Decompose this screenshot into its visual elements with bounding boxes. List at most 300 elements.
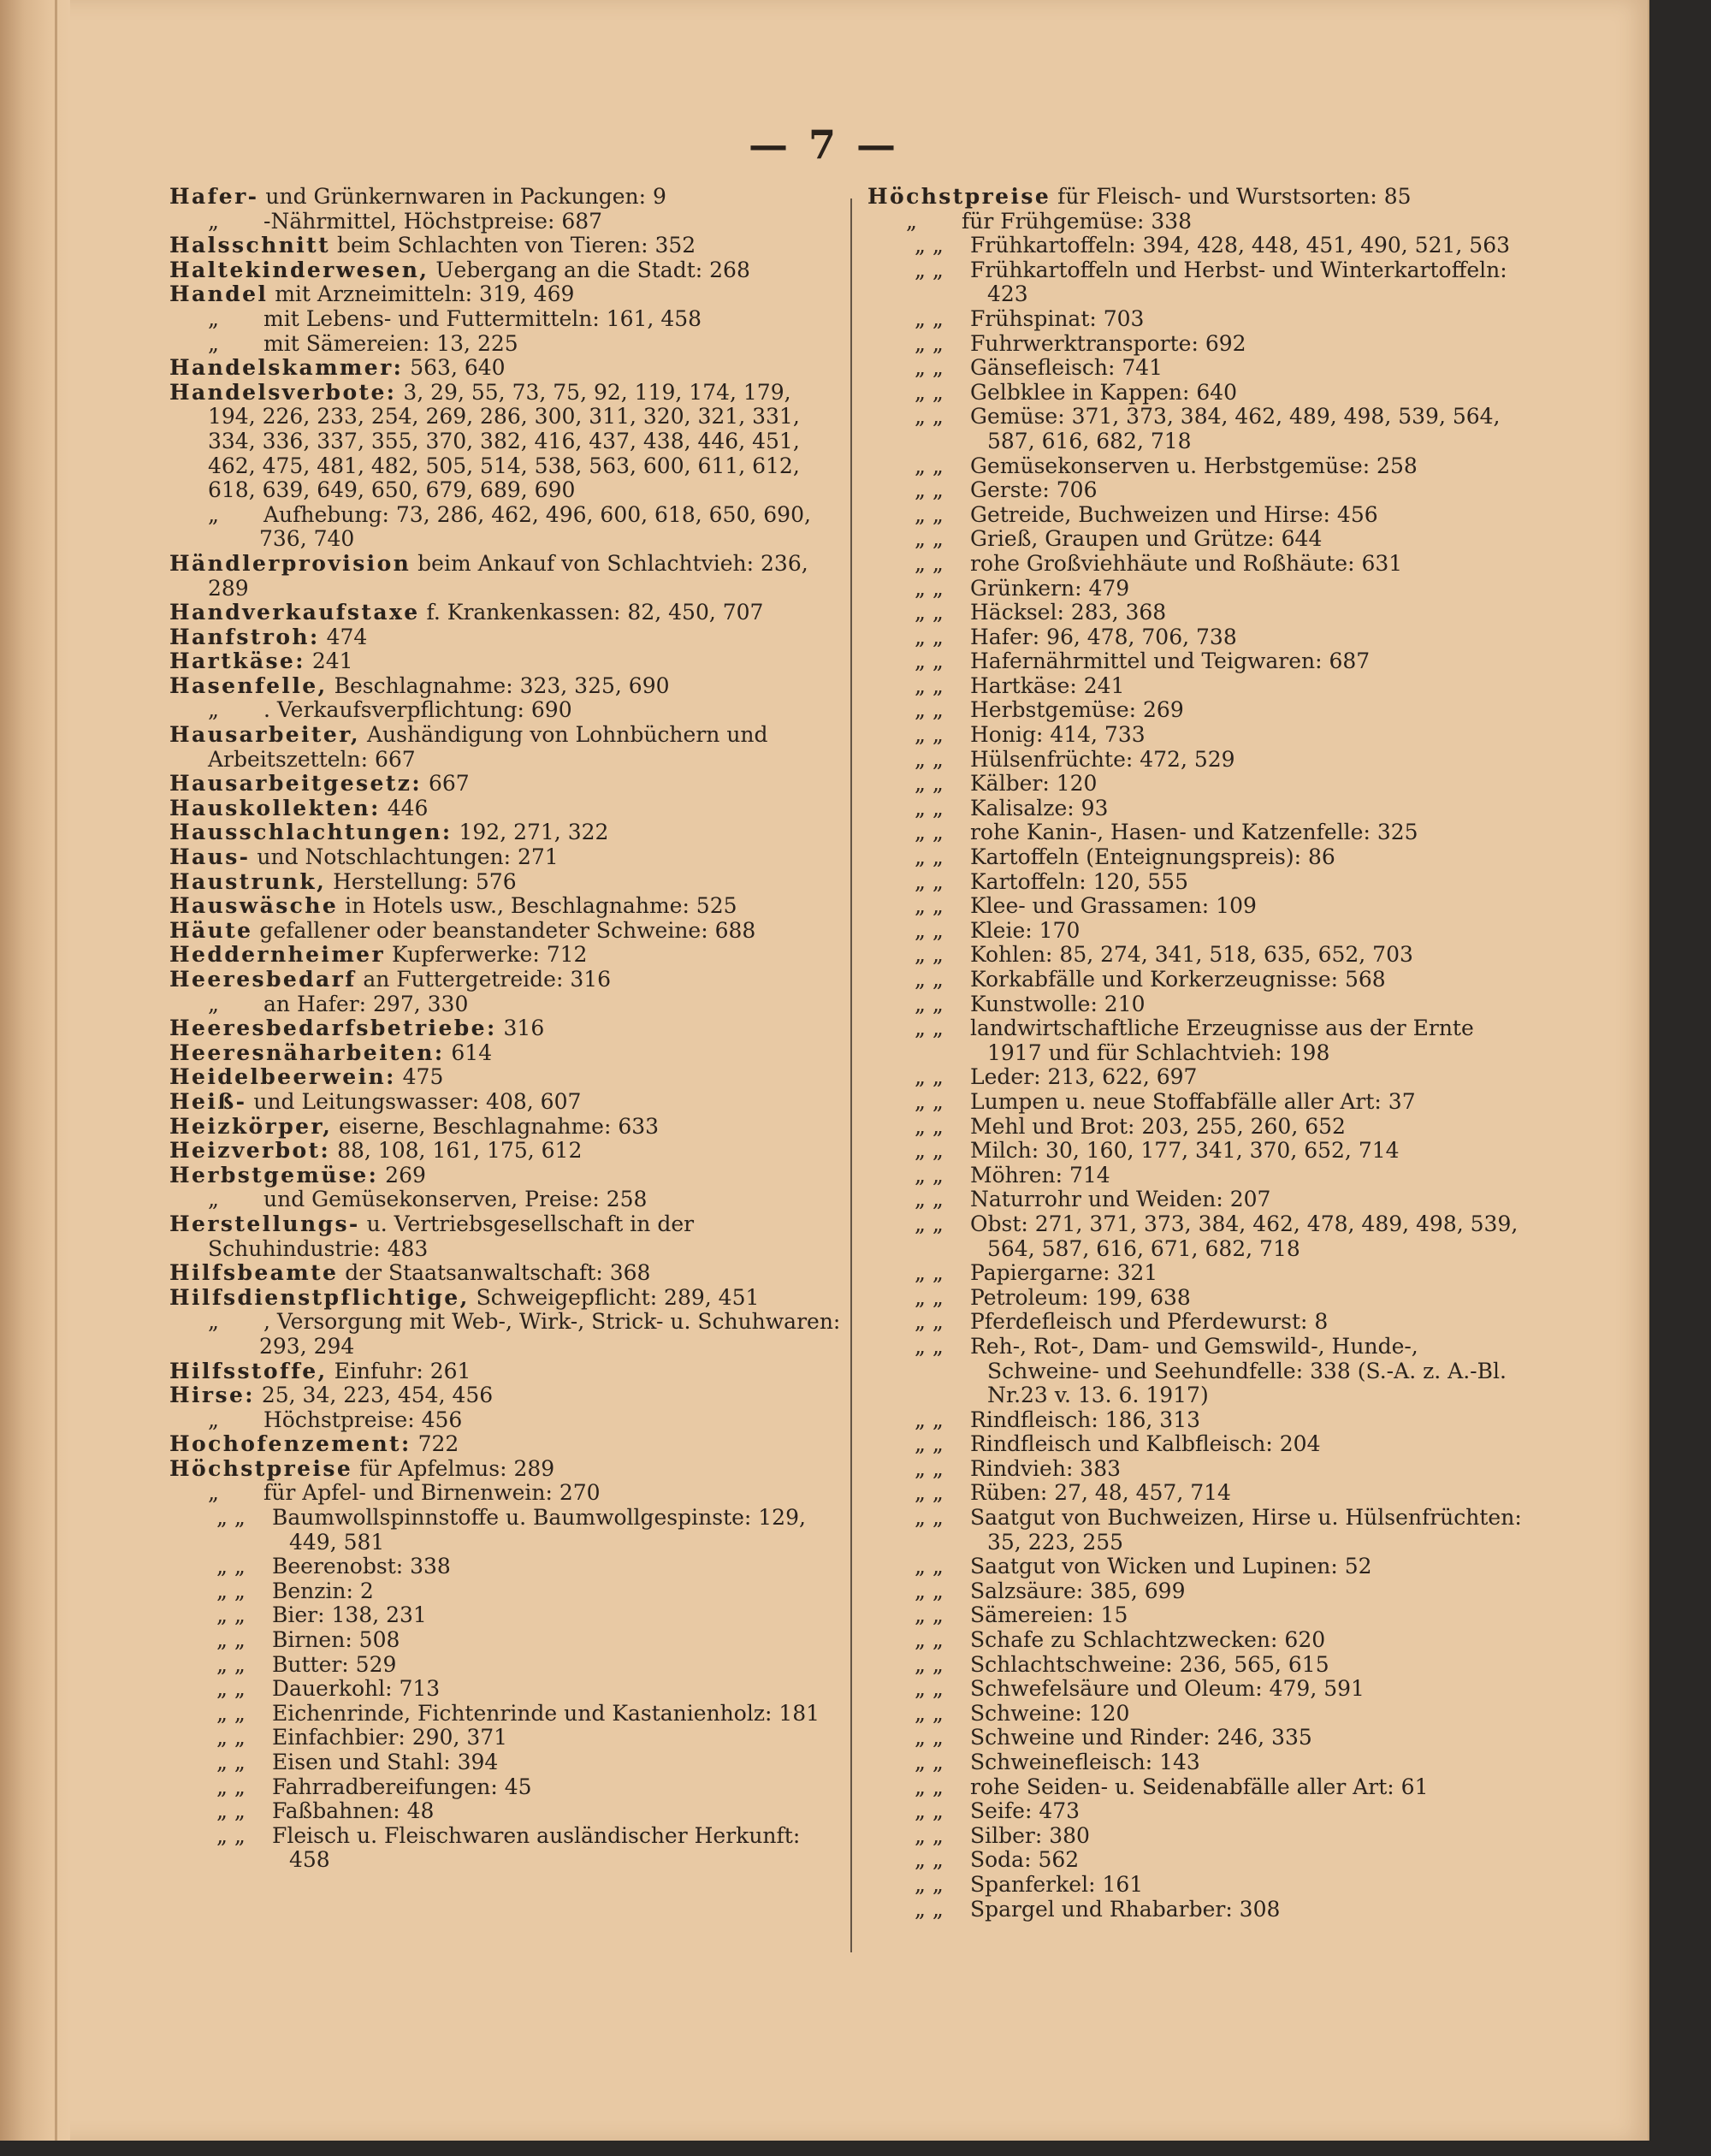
ditto-mark: „ „ [216, 1505, 246, 1531]
ditto-mark: „ „ [915, 1309, 944, 1335]
entry-references: Herstellung: 576 [326, 868, 517, 894]
entry-references: Salzsäure: 385, 699 [970, 1578, 1186, 1603]
entry-keyword: Herbstgemüse: [169, 1162, 379, 1188]
ditto-mark: „ „ [915, 1480, 944, 1506]
entry-keyword: Hilfsdienstpflichtige, [169, 1284, 470, 1310]
entry-references: Kälber: 120 [970, 771, 1098, 797]
entry-references: Hartkäse: 241 [970, 672, 1125, 698]
index-entry [867, 1457, 1535, 1482]
ditto-mark: „ „ [915, 1847, 944, 1873]
ditto-mark: „ „ [915, 1505, 944, 1531]
ditto-mark: „ [208, 1187, 219, 1212]
ditto-mark: „ „ [216, 1822, 246, 1848]
index-entry [867, 1824, 1535, 1849]
entry-references: 269 [378, 1162, 426, 1188]
entry-references: Kartoffeln (Enteignungspreis): 86 [970, 844, 1335, 870]
ditto-mark: „ „ [915, 1211, 944, 1236]
index-entry [867, 1775, 1535, 1800]
ditto-mark: „ [208, 305, 219, 331]
entry-references: Gemüse: 371, 373, 384, 462, 489, 498, 539, 564, 587, 616, 682, 718 [970, 404, 1501, 453]
ditto-mark: „ „ [915, 1187, 944, 1212]
entry-references: Fuhrwerktransporte: 692 [970, 330, 1246, 356]
entry-references: Rindfleisch und Kalbfleisch: 204 [970, 1431, 1321, 1457]
index-entry [867, 1432, 1535, 1457]
entry-references: Frühkartoffeln und Herbst- und Winterkartoffeln: 423 [970, 257, 1507, 307]
index-entry [169, 381, 845, 503]
entry-references: und Grünkernwaren in Packungen: 9 [258, 184, 666, 209]
ditto-mark: „ „ [915, 1138, 944, 1164]
ditto-mark: „ „ [915, 967, 944, 992]
index-entry [169, 845, 845, 870]
index-entry [169, 1481, 845, 1506]
index-entry [169, 797, 845, 821]
ditto-mark: „ „ [915, 305, 944, 331]
index-entry [169, 723, 845, 772]
entry-references: 316 [496, 1016, 545, 1041]
index-entry [169, 210, 845, 234]
ditto-mark: „ „ [216, 1627, 246, 1653]
entry-references: Schafe zu Schlachtzwecken: 620 [970, 1627, 1326, 1653]
entry-references: Gemüsekonserven u. Herbstgemüse: 258 [970, 453, 1418, 478]
ditto-mark: „ „ [915, 1700, 944, 1726]
entry-references: 192, 271, 322 [452, 820, 609, 845]
ditto-mark: „ „ [216, 1798, 246, 1824]
ditto-mark: „ „ [915, 1554, 944, 1579]
entry-references: Milch: 30, 160, 177, 341, 370, 652, 714 [970, 1138, 1400, 1164]
ditto-mark: „ „ [216, 1725, 246, 1750]
entry-references: Beschlagnahme: 323, 325, 690 [327, 672, 670, 698]
index-entry [867, 1726, 1535, 1750]
ditto-mark: „ „ [915, 600, 944, 625]
entry-references: Rüben: 27, 48, 457, 714 [970, 1480, 1231, 1506]
entry-references: an Hafer: 297, 330 [263, 991, 469, 1016]
ditto-mark: „ „ [915, 942, 944, 968]
index-entry [169, 1750, 845, 1775]
entry-references: Honig: 414, 733 [970, 722, 1146, 748]
entry-keyword: Heizkörper, [169, 1113, 333, 1139]
entry-references: gefallener oder beanstandeter Schweine: 688 [252, 917, 756, 943]
entry-references: Pferdefleisch und Pferdewurst: 8 [970, 1309, 1329, 1335]
book-spine [0, 0, 70, 2141]
ditto-mark: „ „ [915, 1822, 944, 1848]
entry-keyword: Heiß- [169, 1088, 247, 1114]
ditto-mark: „ „ [915, 1774, 944, 1799]
ditto-mark: „ „ [915, 771, 944, 797]
index-entry [169, 1408, 845, 1433]
entry-keyword: Heidelbeerwein: [169, 1064, 396, 1090]
entry-references: Herbstgemüse: 269 [970, 697, 1184, 723]
index-entry [867, 1164, 1535, 1188]
index-entry [169, 943, 845, 968]
entry-references: Dauerkohl: 713 [272, 1676, 441, 1702]
ditto-mark: „ „ [915, 477, 944, 503]
index-entry [867, 1506, 1535, 1555]
entry-references: Aufhebung: 73, 286, 462, 496, 600, 618, 650, 690, 736, 740 [259, 501, 811, 552]
index-entry [169, 1824, 845, 1873]
entry-references: Gerste: 706 [970, 477, 1098, 503]
index-entry [867, 870, 1535, 895]
entry-references: Kleie: 170 [970, 917, 1080, 943]
entry-references: 474 [319, 624, 368, 649]
entry-keyword: Hafer- [169, 184, 259, 209]
ditto-mark: „ „ [915, 795, 944, 820]
entry-references: rohe Großviehhäute und Roßhäute: 631 [970, 550, 1403, 576]
page-number: — 7 — [748, 121, 900, 168]
index-entry [169, 234, 845, 258]
entry-references: Schweigepflicht: 289, 451 [469, 1284, 760, 1310]
ditto-mark: „ „ [915, 575, 944, 601]
index-entry [867, 552, 1535, 577]
ditto-mark: „ „ [915, 1431, 944, 1457]
index-entry [169, 1139, 845, 1164]
ditto-mark: „ „ [915, 893, 944, 919]
ditto-mark: „ „ [216, 1676, 246, 1702]
index-entry [169, 1555, 845, 1579]
index-entry [169, 1090, 845, 1115]
entry-references: Rindfleisch: 186, 313 [970, 1407, 1201, 1432]
index-entry [867, 625, 1535, 650]
ditto-mark: „ „ [216, 1750, 246, 1774]
entry-references: mit Sämereien: 13, 225 [263, 330, 518, 356]
index-entry [169, 1065, 845, 1090]
entry-references: Leder: 213, 622, 697 [970, 1064, 1198, 1090]
index-entry [169, 1016, 845, 1041]
entry-references: Beerenobst: 338 [272, 1554, 451, 1579]
index-entry [867, 797, 1535, 821]
ditto-mark: „ „ [915, 844, 944, 870]
entry-references: und Gemüsekonserven, Preise: 258 [263, 1187, 648, 1212]
index-entry [867, 1335, 1535, 1408]
index-entry [867, 478, 1535, 503]
index-entry [169, 1506, 845, 1555]
index-entry [867, 234, 1535, 258]
index-column-left [169, 185, 845, 1873]
entry-references: 446 [380, 795, 429, 820]
index-entry [867, 1750, 1535, 1775]
ditto-mark: „ „ [915, 746, 944, 772]
index-entry [867, 1579, 1535, 1604]
ditto-mark: „ „ [915, 233, 944, 258]
index-entry [867, 1555, 1535, 1579]
index-entry [169, 1286, 845, 1311]
entry-references: beim Schlachten von Tieren: 352 [330, 233, 696, 258]
entry-references: rohe Kanin-, Hasen- und Katzenfelle: 325 [970, 820, 1418, 845]
entry-keyword: Haltekinderwesen, [169, 257, 429, 282]
ditto-mark: „ „ [915, 453, 944, 478]
index-entry [169, 772, 845, 797]
ditto-mark: „ [208, 1309, 219, 1335]
entry-keyword: Hasenfelle, [169, 672, 328, 698]
entry-references: 88, 108, 161, 175, 612 [330, 1138, 583, 1164]
entry-references: f. Krankenkassen: 82, 450, 707 [419, 600, 764, 625]
entry-references: landwirtschaftliche Erzeugnisse aus der Ernte 1917 und für Schlachtvieh: 198 [970, 1016, 1474, 1065]
ditto-mark: „ „ [915, 257, 944, 282]
index-entry [867, 1286, 1535, 1311]
index-entry [169, 1164, 845, 1188]
entry-references: Spanferkel: 161 [970, 1871, 1144, 1897]
ditto-mark: „ „ [216, 1774, 246, 1799]
entry-references: Seife: 473 [970, 1798, 1080, 1824]
entry-references: Fleisch u. Fleischwaren ausländischer Herkunft: 458 [272, 1822, 801, 1873]
index-entry [169, 185, 845, 210]
index-entry [169, 820, 845, 845]
entry-references: -Nährmittel, Höchstpreise: 687 [263, 208, 603, 234]
entry-references: Faßbahnen: 48 [272, 1798, 435, 1824]
index-entry [867, 698, 1535, 723]
index-entry [867, 1653, 1535, 1678]
index-entry [867, 1873, 1535, 1898]
ditto-mark: „ „ [915, 1113, 944, 1139]
entry-keyword: Hirse: [169, 1383, 255, 1408]
index-entry [867, 577, 1535, 601]
index-entry [867, 894, 1535, 919]
entry-references: in Hotels usw., Beschlagnahme: 525 [338, 893, 737, 919]
entry-keyword: Hanfstroh: [169, 624, 320, 649]
index-entry [867, 1408, 1535, 1433]
entry-keyword: Hauswäsche [169, 893, 339, 919]
entry-keyword: Haus- [169, 844, 251, 870]
entry-references: Kohlen: 85, 274, 341, 518, 635, 652, 703 [970, 942, 1413, 968]
entry-references: Möhren: 714 [970, 1162, 1110, 1188]
entry-references: 667 [422, 771, 470, 797]
index-entry [169, 332, 845, 357]
ditto-mark: „ „ [915, 1333, 944, 1359]
ditto-mark: „ „ [915, 1750, 944, 1774]
entry-references: rohe Seiden- u. Seidenabfälle aller Art: 61 [970, 1774, 1429, 1799]
entry-references: Bier: 138, 231 [272, 1602, 427, 1628]
index-entry [169, 1212, 845, 1261]
entry-references: für Fleisch- und Wurstsorten: 85 [1051, 184, 1412, 209]
index-entry [169, 503, 845, 552]
ditto-mark: „ „ [915, 1016, 944, 1041]
index-entry [867, 1310, 1535, 1335]
entry-references: u. Vertriebsgesellschaft in der Schuhindustrie: 483 [208, 1211, 695, 1261]
ditto-mark: „ „ [915, 1162, 944, 1188]
ditto-mark: „ „ [915, 868, 944, 894]
entry-keyword: Hausarbeiter, [169, 722, 361, 748]
spine-fold [55, 0, 57, 2141]
entry-references: , Versorgung mit Web-, Wirk-, Strick- u. Schuhwaren: 293, 294 [259, 1309, 841, 1359]
entry-references: 241 [305, 649, 353, 674]
index-entry [867, 185, 1535, 210]
index-entry [867, 1188, 1535, 1212]
entry-keyword: Handel [169, 281, 269, 307]
entry-references: Korkabfälle und Korkerzeugnisse: 568 [970, 967, 1386, 992]
ditto-mark: „ „ [915, 820, 944, 845]
index-entry [169, 698, 845, 723]
entry-keyword: Hausarbeitgesetz: [169, 771, 423, 797]
index-entry [169, 1383, 845, 1408]
index-entry [169, 1579, 845, 1604]
ditto-mark: „ „ [216, 1578, 246, 1603]
index-entry [867, 1090, 1535, 1115]
entry-references: für Apfel- und Birnenwein: 270 [263, 1480, 601, 1506]
index-entry [867, 674, 1535, 699]
entry-references: Naturrohr und Weiden: 207 [970, 1187, 1271, 1212]
index-entry [867, 356, 1535, 381]
index-entry [169, 552, 845, 601]
index-entry [169, 894, 845, 919]
entry-references: 722 [411, 1431, 459, 1457]
index-entry [867, 527, 1535, 552]
ditto-mark: „ [208, 1407, 219, 1432]
index-entry [867, 1212, 1535, 1261]
entry-references: Fahrradbereifungen: 45 [272, 1774, 532, 1799]
ditto-mark: „ „ [915, 526, 944, 552]
entry-keyword: Höchstpreise [169, 1455, 353, 1481]
index-entry [169, 1653, 845, 1678]
entry-references: an Futtergetreide: 316 [356, 967, 612, 992]
entry-references: Aushändigung von Lohnbüchern und Arbeitszetteln: 667 [208, 722, 768, 772]
index-entry [867, 845, 1535, 870]
entry-references: Schweine: 120 [970, 1700, 1130, 1726]
index-entry [169, 625, 845, 650]
index-entry [867, 1603, 1535, 1628]
entry-references: Grieß, Graupen und Grütze: 644 [970, 526, 1323, 552]
index-entry [867, 748, 1535, 773]
entry-references: 25, 34, 223, 454, 456 [254, 1383, 494, 1408]
index-entry [169, 870, 845, 895]
index-entry [867, 381, 1535, 406]
entry-references: Birnen: 508 [272, 1627, 400, 1653]
ditto-mark: „ „ [915, 1651, 944, 1677]
entry-references: Schlachtschweine: 236, 565, 615 [970, 1651, 1329, 1677]
index-entry [867, 307, 1535, 332]
ditto-mark: „ „ [915, 404, 944, 429]
entry-references: und Leitungswasser: 408, 607 [246, 1088, 582, 1114]
index-entry [169, 649, 845, 674]
ditto-mark: „ „ [915, 624, 944, 649]
index-entry [867, 1139, 1535, 1164]
index-entry [867, 503, 1535, 528]
entry-keyword: Hausschlachtungen: [169, 820, 453, 845]
index-entry [169, 968, 845, 992]
index-entry [867, 649, 1535, 674]
index-entry [169, 1359, 845, 1384]
entry-references: Klee- und Grassamen: 109 [970, 893, 1257, 919]
index-entry [169, 1310, 845, 1359]
entry-references: Frühspinat: 703 [970, 305, 1145, 331]
entry-references: Höchstpreise: 456 [263, 1407, 463, 1432]
ditto-mark: „ „ [915, 1871, 944, 1897]
index-entry [867, 1065, 1535, 1090]
ditto-mark: „ [208, 1480, 219, 1506]
ditto-mark: „ [208, 208, 219, 234]
index-entry [867, 258, 1535, 307]
entry-keyword: Heeresnäharbeiten: [169, 1040, 445, 1065]
entry-keyword: Häute [169, 917, 253, 943]
index-entry [867, 1481, 1535, 1506]
index-entry [867, 968, 1535, 992]
ditto-mark: „ „ [915, 1088, 944, 1114]
entry-references: Eichenrinde, Fichtenrinde und Kastanienholz: 181 [272, 1700, 820, 1726]
index-entry [169, 258, 845, 283]
index-entry [169, 307, 845, 332]
ditto-mark: „ „ [216, 1602, 246, 1628]
index-entry [867, 1799, 1535, 1824]
index-entry [169, 674, 845, 699]
entry-keyword: Handverkaufstaxe [169, 600, 420, 625]
ditto-mark: „ „ [915, 1284, 944, 1310]
entry-keyword: Heizverbot: [169, 1138, 331, 1164]
entry-keyword: Hartkäse: [169, 649, 305, 674]
index-entry [169, 1726, 845, 1750]
index-entry [867, 332, 1535, 357]
entry-keyword: Herstellungs- [169, 1211, 360, 1236]
ditto-mark: „ „ [915, 1064, 944, 1090]
index-entry [169, 1432, 845, 1457]
ditto-mark: „ „ [915, 672, 944, 698]
entry-keyword: Hochofenzement: [169, 1431, 411, 1457]
index-column-right [867, 185, 1535, 1922]
entry-references: Kunstwolle: 210 [970, 991, 1146, 1016]
index-entry [867, 1016, 1535, 1065]
entry-references: Kupferwerke: 712 [385, 942, 588, 968]
entry-references: Einfuhr: 261 [327, 1358, 471, 1383]
index-entry [169, 1261, 845, 1286]
entry-references: Schweinefleisch: 143 [970, 1750, 1200, 1774]
entry-references: Kartoffeln: 120, 555 [970, 868, 1188, 894]
entry-keyword: Heddernheimer [169, 942, 386, 968]
entry-references: 563, 640 [403, 355, 506, 381]
index-entry [867, 601, 1535, 625]
index-entry [169, 1799, 845, 1824]
index-entry [867, 405, 1535, 453]
entry-keyword: Halsschnitt [169, 233, 331, 258]
ditto-mark: „ „ [915, 991, 944, 1016]
index-entry [867, 1848, 1535, 1873]
entry-references: Eisen und Stahl: 394 [272, 1750, 499, 1774]
entry-references: Rindvieh: 383 [970, 1455, 1122, 1481]
entry-references: Hülsenfrüchte: 472, 529 [970, 746, 1235, 772]
entry-references: Saatgut von Wicken und Lupinen: 52 [970, 1554, 1372, 1579]
index-entry [169, 1603, 845, 1628]
ditto-mark: „ „ [915, 1896, 944, 1922]
entry-references: Gelbklee in Kappen: 640 [970, 379, 1238, 405]
entry-references: Sämereien: 15 [970, 1602, 1128, 1628]
index-entry [867, 772, 1535, 797]
entry-references: Benzin: 2 [272, 1578, 374, 1603]
index-entry [169, 601, 845, 625]
entry-references: Uebergang an die Stadt: 268 [429, 257, 750, 282]
entry-references: Schweine und Rinder: 246, 335 [970, 1725, 1312, 1750]
ditto-mark: „ „ [216, 1554, 246, 1579]
entry-references: Butter: 529 [272, 1651, 397, 1677]
index-entry [169, 1457, 845, 1482]
ditto-mark: „ „ [915, 1627, 944, 1653]
ditto-mark: „ „ [915, 1260, 944, 1286]
entry-references: Hafer: 96, 478, 706, 738 [970, 624, 1237, 649]
ditto-mark: „ „ [915, 649, 944, 674]
entry-references: Mehl und Brot: 203, 255, 260, 652 [970, 1113, 1346, 1139]
ditto-mark: „ „ [915, 330, 944, 356]
index-entry [867, 1898, 1535, 1922]
ditto-mark: „ [906, 208, 917, 234]
entry-keyword: Hauskollekten: [169, 795, 381, 820]
index-entry [867, 1677, 1535, 1702]
ditto-mark: „ „ [915, 1676, 944, 1702]
entry-references: 475 [395, 1064, 444, 1090]
index-entry [867, 992, 1535, 1017]
entry-references: Saatgut von Buchweizen, Hirse u. Hülsenfrüchten: 35, 223, 255 [970, 1505, 1522, 1555]
ditto-mark: „ [208, 330, 219, 356]
entry-references: 614 [444, 1040, 493, 1065]
ditto-mark: „ „ [915, 1798, 944, 1824]
ditto-mark: „ „ [915, 1602, 944, 1628]
entry-references: und Notschlachtungen: 271 [250, 844, 559, 870]
index-entry [169, 282, 845, 307]
index-entry [169, 992, 845, 1017]
